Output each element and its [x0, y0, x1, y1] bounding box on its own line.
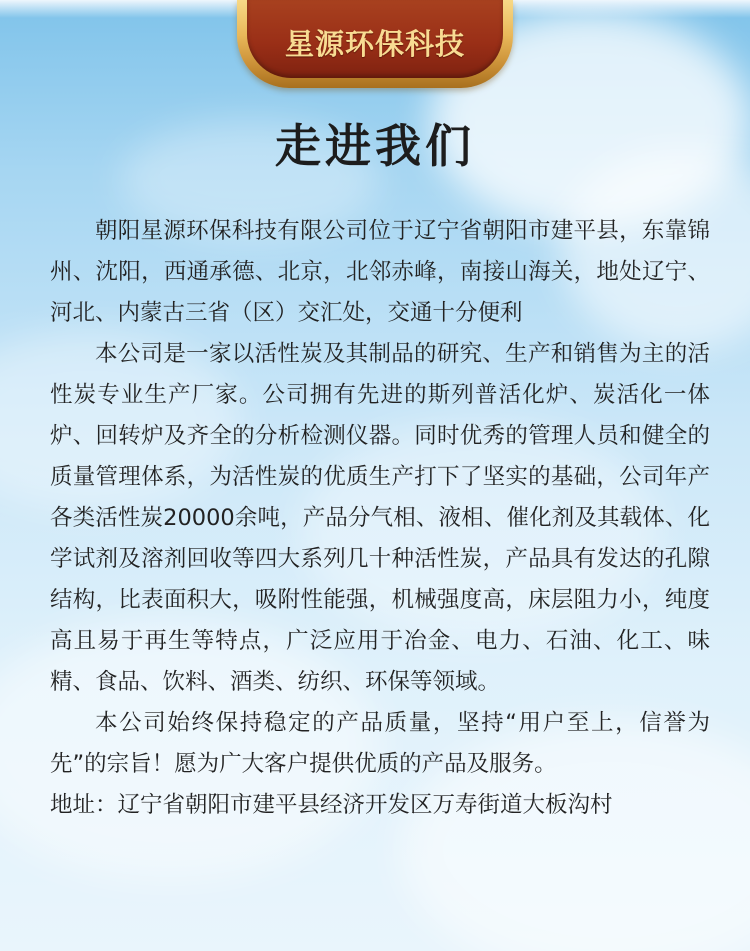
banner-plate — [247, 0, 503, 78]
company-banner — [237, 0, 513, 88]
paragraph-location: 朝阳星源环保科技有限公司位于辽宁省朝阳市建平县，东靠锦州、沈阳，西通承德、北京，北邻赤峰，南接山海关，地处辽宁、河北、内蒙古三省（区）交汇处，交通十分便利 — [50, 218, 710, 326]
paragraph-mission: 本公司始终保持稳定的产品质量，坚持“用户至上，信誉为先”的宗旨！愿为广大客户提供优质的产品及服务。 — [50, 710, 710, 777]
paragraph-products: 本公司是一家以活性炭及其制品的研究、生产和销售为主的活性炭专业生产厂家。公司拥有先进的斯列普活化炉、炭活化一体炉、回转炉及齐全的分析检测仪器。同时优秀的管理人员和健全的质量管理体系，为活性炭的优质生产打下了坚实的基础，公司年产各类活性炭20000余吨，产品分气相、液相、催化剂及其载体、化学试剂及溶剂回收等四大系列几十种活性炭，产品具有发达的孔隙结构，比表面积大，吸附性能强，机械强度高，床层阻力小，纯度高且易于再生等特点，广泛应用于冶金、电力、石油、化工、味精、食品、饮料、酒类、纺织、环保等领域。 — [50, 341, 710, 695]
address-line: 地址：辽宁省朝阳市建平县经济开发区万寿街道大板沟村 — [50, 792, 613, 818]
intro-text — [50, 211, 710, 826]
page-title: 走进我们 — [275, 119, 475, 173]
banner-label: 星源环保科技 — [284, 26, 465, 61]
